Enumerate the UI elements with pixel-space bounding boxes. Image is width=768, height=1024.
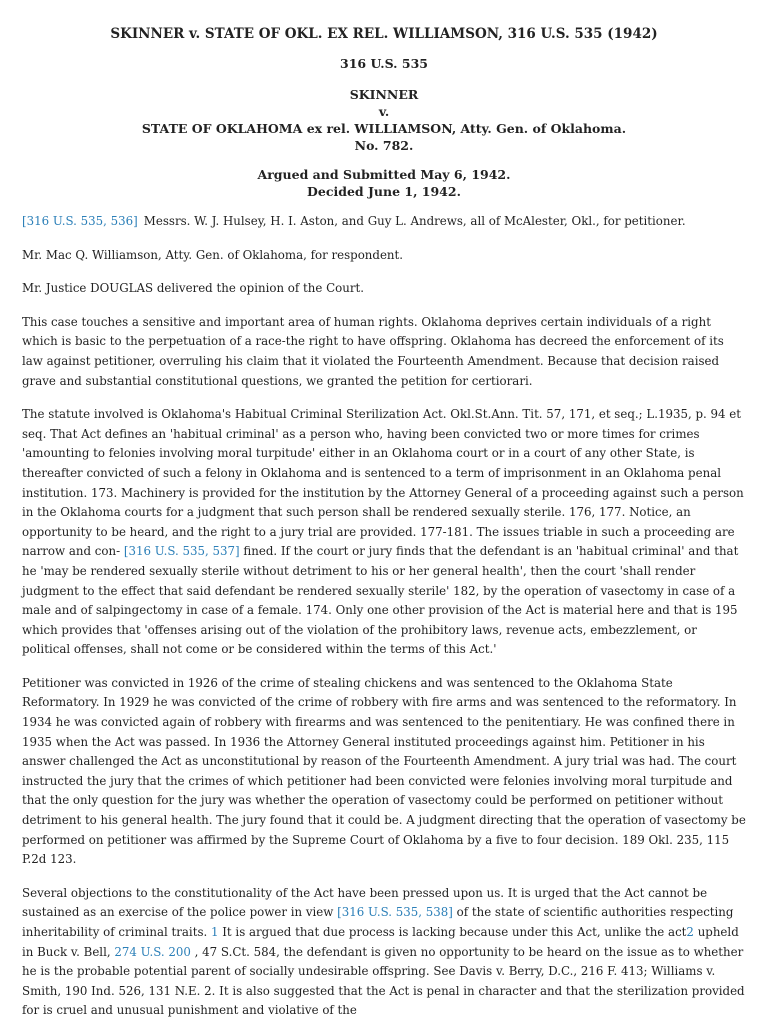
party-respondent: STATE OF OKLAHOMA ex rel. WILLIAMSON, Atty. Gen. of Oklahoma.	[141, 121, 627, 136]
decided-date: Decided June 1, 1942.	[307, 184, 461, 199]
opinion-paragraph-4	[22, 884, 746, 1021]
counsel-petitioner-paragraph	[22, 212, 746, 232]
paragraph-text: , 47 S.Ct. 584, the defendant is given no opportunity to be heard on the issue as to whether he is the probable potential parent of socially undesirable offspring. See Davis v. Berry, D.C., 216 F. 413; Williams v. Smith, 190 Ind. 526, 131 N.E. 2. It is also suggested that the Act is penal in character and that the sterilization provided for is cruel and unusual punishment and violative of the	[22, 944, 745, 1018]
opinion-paragraph-1: This case touches a sensitive and important area of human rights. Oklahoma deprives certain individuals of a right which is basic to the perpetuation of a race-the right to have offspring. Oklahoma has decreed the enforcement of its law against petitioner, overruling his claim that it violated the Fourteenth Amendment. Because that decision raised grave and substantial constitutional questions, we granted the petition for certiorari.	[22, 314, 724, 388]
justice-paragraph: Mr. Justice DOUGLAS delivered the opinion of the Court.	[22, 281, 364, 296]
argued-date: Argued and Submitted May 6, 1942.	[257, 167, 511, 182]
docket-number: No. 782.	[354, 138, 414, 153]
page-cite-link[interactable]: [316 U.S. 535, 536]	[22, 214, 138, 228]
versus-label: v.	[378, 104, 390, 119]
footnote-link[interactable]: 1	[211, 925, 219, 939]
case-title: SKINNER v. STATE OF OKL. EX REL. WILLIAMSON, 316 U.S. 535 (1942)	[110, 26, 658, 42]
paragraph-text: Several objections to the constitutionality of the Act have been pressed upon us. It is urged that the Act cannot be sustained as an exercise of the police power in view	[22, 885, 708, 920]
party-petitioner: SKINNER	[349, 87, 419, 102]
paragraph-text: upheld in Buck v. Bell,	[22, 925, 739, 959]
page-cite-link[interactable]: [316 U.S. 535, 537]	[123, 544, 240, 559]
paragraph-text: The statute involved is Oklahoma's Habitual Criminal Sterilization Act. Okl.St.Ann. Tit. 57, 171, et seq.; L.1935, p. 94 et seq. That Act defines an 'habitual criminal' as a person who, having been convicted two or more times for crimes 'amounting to felonies involving moral turpitude' either in an Oklahoma court or in a court of any other State, is thereafter convicted of such a felony in Oklahoma and is sentenced to a term of imprisonment in an Oklahoma penal institution. 173. Machinery is provided for the institution by the Attorney General of a proceeding against such a person in the Oklahoma courts for a judgment that such person shall be rendered sexually sterile. 176, 177. Notice, an opportunity to be heard, and the right to a jury trial are provided. 177-181. The issues triable in such a proceeding are narrow and con-	[22, 407, 744, 559]
paragraph-text: It is argued that due process is lacking because under this Act, unlike the act	[222, 925, 687, 939]
footnote-link[interactable]: 2	[686, 925, 694, 939]
paragraph-text: of the state of scientific authorities respecting inheritability of criminal traits.	[22, 905, 734, 939]
paragraph-text: fined. If the court or jury finds that the defendant is an 'habitual criminal' and that he 'may be rendered sexually sterile without detriment to his or her general health', then the court 'shall render judgment to the effect that said defendant be rendered sexually sterile' 182, by the operation of vasectomy in case of a male and of salpingectomy in case of a female. 174. Only one other provision of the Act is material here and that is 195 which provides that 'offenses arising out of the violation of the prohibitory laws, revenue acts, embezzlement, or political offenses, shall not come or be considered within the terms of this Act.'	[22, 544, 739, 657]
counsel-respondent-paragraph: Mr. Mac Q. Williamson, Atty. Gen. of Oklahoma, for respondent.	[22, 247, 404, 262]
page-cite-link[interactable]: [316 U.S. 535, 538]	[337, 905, 453, 920]
opinion-paragraph-2	[22, 405, 746, 660]
counsel-petitioner-text: Messrs. W. J. Hulsey, H. I. Aston, and Guy L. Andrews, all of McAlester, Okl., for petitioner.	[143, 214, 686, 228]
case-parties	[22, 86, 746, 154]
case-citation: 316 U.S. 535	[340, 56, 428, 71]
opinion-paragraph-3: Petitioner was convicted in 1926 of the crime of stealing chickens and was sentenced to the Oklahoma State Reformatory. In 1929 he was convicted of the crime of robbery with fire arms and was sentenced to the reformatory. In 1934 he was convicted again of robbery with firearms and was sentenced to the penitentiary. He was confined there in 1935 when the Act was passed. In 1936 the Attorney General instituted proceedings against him. Petitioner in his answer challenged the Act as unconstitutional by reason of the Fourteenth Amendment. A jury trial was had. The court instructed the jury that the crimes of which petitioner had been convicted were felonies involving moral turpitude and that the only question for the jury was whether the operation of vasectomy could be performed on petitioner without detriment to his general health. The jury found that it could be. A judgment directing that the operation of vasectomy be performed on petitioner was affirmed by the Supreme Court of Oklahoma by a five to four decision. 189 Okl. 235, 115 P.2d 123.	[22, 675, 746, 867]
case-reference-link[interactable]: 274 U.S. 200	[114, 944, 191, 959]
case-dates	[22, 166, 746, 200]
